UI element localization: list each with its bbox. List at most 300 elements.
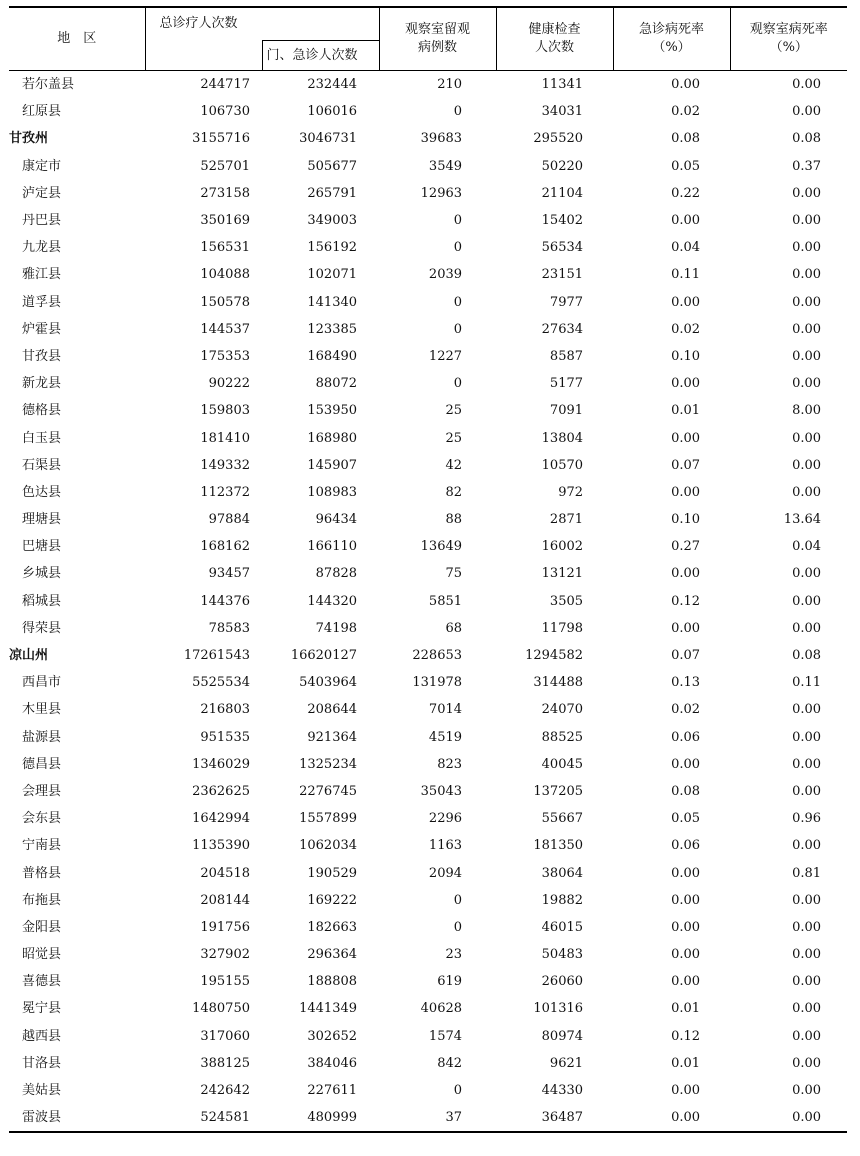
cell-er-mortality-rate: 0.00 [613,1104,730,1132]
cell-region: 西昌市 [22,675,62,691]
cell-outpatient-visits: 505677 [307,158,358,174]
cell-total-visits: 156531 [200,240,250,256]
cell-er-mortality-rate: 0.04 [671,240,701,256]
cell-observation-cases: 0 [453,892,463,908]
cell-health-checks: 13121 [541,566,584,582]
cell-observation-cases: 25 [445,430,463,446]
cell-observation-cases: 823 [437,756,463,772]
cell-er-mortality-rate: 0.06 [671,729,701,745]
cell-er-mortality-rate: 0.00 [671,294,701,310]
cell-health-checks: 972 [558,484,584,500]
cell-obs-mortality-rate: 0.00 [792,947,822,963]
cell-region: 色达县 [22,484,62,500]
cell-outpatient-visits: 1062034 [299,838,358,854]
table-row [9,887,847,914]
header-health-check: 健康检查 人次数 [496,7,613,71]
cell-observation-cases: 75 [445,566,463,582]
table-row [9,859,847,886]
cell-er-mortality-rate: 0.10 [671,348,701,364]
cell-total-visits: 112372 [200,484,250,500]
cell-er-mortality-rate: 0.11 [671,267,701,283]
cell-health-checks: 314488 [533,675,584,691]
cell-obs-mortality-rate: 13.64 [783,512,822,528]
cell-total-visits: 525701 [200,158,250,174]
cell-region: 九龙县 [22,240,62,256]
cell-health-checks: 8587 [549,348,584,364]
cell-region: 甘孜县 [22,348,62,364]
cell-health-checks: 7091 [549,403,584,419]
table-row [9,289,847,316]
cell-obs-mortality-rate: 0.00 [792,1001,822,1017]
cell-outpatient-visits: 227611 [307,1083,358,1099]
cell-obs-mortality-rate: 0.00 [792,620,822,636]
table-row [9,71,847,99]
cell-region: 石渠县 [22,457,62,473]
cell-outpatient-visits: 156192 [307,240,358,256]
cell-obs-mortality-rate: 0.37 [792,158,822,174]
cell-observation-cases: 1227 [428,348,463,364]
cell-er-mortality-rate: 0.01 [671,1055,701,1071]
cell-outpatient-visits: 169222 [307,892,358,908]
cell-obs-mortality-rate: 0.96 [792,811,822,827]
cell-total-visits: 168162 [200,539,250,555]
cell-region: 若尔盖县 [22,77,75,93]
table-row [9,1023,847,1050]
cell-total-visits: 2362625 [192,783,250,799]
cell-total-visits: 149332 [200,457,250,473]
cell-region: 盐源县 [22,729,62,745]
cell-region: 布拖县 [22,892,62,908]
cell-health-checks: 16002 [541,539,584,555]
cell-total-visits: 327902 [200,947,250,963]
cell-observation-cases: 0 [453,294,463,310]
cell-health-checks: 50220 [541,158,584,174]
cell-health-checks: 13804 [541,430,584,446]
table-row [9,533,847,560]
cell-outpatient-visits: 921364 [307,729,358,745]
cell-observation-cases: 12963 [420,185,463,201]
table-row [9,696,847,723]
cell-region: 炉霍县 [22,321,62,337]
cell-total-visits: 204518 [200,865,250,881]
cell-outpatient-visits: 144320 [307,593,358,609]
table-row [9,914,847,941]
cell-outpatient-visits: 2276745 [299,783,358,799]
statistics-table-page [9,6,847,1133]
cell-outpatient-visits: 87828 [315,566,358,582]
cell-obs-mortality-rate: 0.00 [792,77,822,93]
cell-outpatient-visits: 384046 [307,1055,358,1071]
table-row [9,778,847,805]
cell-total-visits: 5525534 [192,675,250,691]
cell-health-checks: 101316 [533,1001,584,1017]
cell-health-checks: 34031 [541,104,584,120]
table-row [9,1104,847,1132]
cell-obs-mortality-rate: 0.00 [792,919,822,935]
cell-total-visits: 181410 [200,430,250,446]
cell-obs-mortality-rate: 0.00 [792,729,822,745]
cell-region: 红原县 [22,104,62,120]
cell-region: 越西县 [22,1028,62,1044]
cell-health-checks: 137205 [533,783,584,799]
cell-observation-cases: 0 [453,240,463,256]
cell-outpatient-visits: 3046731 [299,131,358,147]
cell-health-checks: 11798 [541,620,584,636]
cell-health-checks: 40045 [541,756,584,772]
cell-er-mortality-rate: 0.08 [671,131,701,147]
cell-total-visits: 951535 [200,729,250,745]
cell-outpatient-visits: 1441349 [299,1001,358,1017]
cell-total-visits: 97884 [208,512,250,528]
cell-region: 普格县 [22,865,62,881]
cell-outpatient-visits: 208644 [307,702,358,718]
cell-er-mortality-rate: 0.00 [671,974,701,990]
cell-total-visits: 388125 [200,1055,250,1071]
cell-obs-mortality-rate: 0.00 [792,484,822,500]
table-row [9,669,847,696]
cell-total-visits: 144376 [200,593,250,609]
cell-obs-mortality-rate: 0.00 [792,1028,822,1044]
cell-total-visits: 106730 [200,104,250,120]
cell-er-mortality-rate: 0.00 [671,756,701,772]
cell-outpatient-visits: 106016 [307,104,358,120]
cell-region: 雅江县 [22,267,62,283]
cell-obs-mortality-rate: 0.08 [792,131,822,147]
cell-observation-cases: 88 [445,512,463,528]
cell-region: 木里县 [22,702,62,718]
cell-total-visits: 195155 [200,974,250,990]
cell-er-mortality-rate: 0.07 [671,457,701,473]
cell-region: 会理县 [22,783,62,799]
cell-region: 宁南县 [22,838,62,854]
cell-total-visits: 90222 [208,376,250,392]
cell-er-mortality-rate: 0.00 [671,376,701,392]
header-observation: 观察室留观 病例数 [379,7,496,71]
cell-obs-mortality-rate: 0.00 [792,376,822,392]
cell-region: 巴塘县 [22,539,62,555]
cell-total-visits: 93457 [208,566,250,582]
cell-observation-cases: 3549 [428,158,463,174]
cell-health-checks: 10570 [541,457,584,473]
cell-total-visits: 104088 [200,267,250,283]
cell-er-mortality-rate: 0.00 [671,430,701,446]
cell-region: 得荣县 [22,620,62,636]
cell-er-mortality-rate: 0.00 [671,77,701,93]
cell-region: 理塘县 [22,512,62,528]
cell-outpatient-visits: 123385 [307,321,358,337]
cell-health-checks: 7977 [549,294,584,310]
table-row-subtotal [9,125,847,152]
cell-health-checks: 1294582 [525,648,584,664]
cell-er-mortality-rate: 0.13 [671,675,701,691]
cell-observation-cases: 2094 [428,865,463,881]
cell-region: 美姑县 [22,1083,62,1099]
cell-health-checks: 11341 [541,77,584,93]
table-row [9,968,847,995]
header-outpatient-visits: 门、急诊人次数 [262,41,379,71]
table-row [9,98,847,125]
cell-obs-mortality-rate: 0.00 [792,457,822,473]
cell-total-visits: 317060 [200,1028,250,1044]
cell-total-visits: 175353 [200,348,250,364]
cell-region: 康定市 [22,158,62,174]
header-region: 地 区 [9,7,145,71]
cell-health-checks: 46015 [541,919,584,935]
table-row [9,180,847,207]
table-row [9,316,847,343]
table-row [9,153,847,180]
cell-region: 泸定县 [22,185,62,201]
cell-region: 乡城县 [22,566,62,582]
cell-outpatient-visits: 1557899 [299,811,358,827]
cell-region: 甘孜州 [9,131,49,147]
cell-observation-cases: 0 [453,1083,463,1099]
cell-health-checks: 36487 [496,1104,613,1132]
cell-er-mortality-rate: 0.02 [671,104,701,120]
cell-outpatient-visits: 188808 [307,974,358,990]
cell-total-visits: 1642994 [192,811,250,827]
cell-region: 德昌县 [22,756,62,772]
cell-obs-mortality-rate: 0.00 [792,593,822,609]
cell-health-checks: 44330 [541,1083,584,1099]
cell-obs-mortality-rate: 8.00 [792,403,822,419]
cell-outpatient-visits: 153950 [307,403,358,419]
cell-er-mortality-rate: 0.05 [671,158,701,174]
cell-health-checks: 23151 [541,267,584,283]
cell-observation-cases: 228653 [412,648,463,664]
table-row [9,1077,847,1104]
cell-region: 喜德县 [22,974,62,990]
table-row [9,452,847,479]
table-row [9,424,847,451]
table-row [9,397,847,424]
cell-total-visits: 244717 [200,77,250,93]
cell-health-checks: 21104 [541,185,584,201]
cell-health-checks: 3505 [549,593,584,609]
cell-outpatient-visits: 108983 [307,484,358,500]
cell-er-mortality-rate: 0.00 [671,213,701,229]
cell-region: 丹巴县 [22,213,62,229]
cell-observation-cases: 13649 [420,539,463,555]
header-total-visits: 总诊疗人次数 [145,7,379,41]
cell-obs-mortality-rate: 0.00 [792,756,822,772]
cell-total-visits: 350169 [200,213,250,229]
cell-er-mortality-rate: 0.07 [671,648,701,664]
cell-obs-mortality-rate: 0.00 [792,1055,822,1071]
cell-obs-mortality-rate: 0.00 [792,838,822,854]
cell-outpatient-visits: 141340 [307,294,358,310]
cell-region: 凉山州 [9,648,49,664]
cell-observation-cases: 0 [453,213,463,229]
cell-observation-cases: 40628 [420,1001,463,1017]
cell-outpatient-visits: 145907 [307,457,358,473]
cell-health-checks: 80974 [541,1028,584,1044]
cell-obs-mortality-rate: 0.00 [792,1083,822,1099]
cell-er-mortality-rate: 0.12 [671,1028,701,1044]
cell-health-checks: 50483 [541,947,584,963]
cell-observation-cases: 39683 [420,131,463,147]
cell-region: 道孚县 [22,294,62,310]
cell-total-visits: 242642 [200,1083,250,1099]
table-row-subtotal [9,642,847,669]
cell-obs-mortality-rate: 0.00 [792,348,822,364]
cell-health-checks: 38064 [541,865,584,881]
table-body [9,71,847,1133]
cell-health-checks: 181350 [533,838,584,854]
cell-observation-cases: 68 [445,620,463,636]
cell-outpatient-visits: 182663 [307,919,358,935]
cell-obs-mortality-rate: 0.00 [792,185,822,201]
cell-observation-cases: 1574 [428,1028,463,1044]
cell-obs-mortality-rate: 0.00 [792,213,822,229]
table-row [9,343,847,370]
cell-health-checks: 9621 [549,1055,584,1071]
cell-observation-cases: 842 [437,1055,463,1071]
cell-outpatient-visits: 168490 [307,348,358,364]
table-row [9,1050,847,1077]
cell-er-mortality-rate: 0.27 [671,539,701,555]
cell-region: 稻城县 [22,593,62,609]
cell-observation-cases: 131978 [412,675,463,691]
cell-region: 新龙县 [22,376,62,392]
cell-total-visits: 1346029 [192,756,250,772]
cell-er-mortality-rate: 0.00 [671,865,701,881]
cell-observation-cases: 7014 [428,702,463,718]
table-header [9,7,847,71]
cell-total-visits: 1135390 [192,838,250,854]
cell-er-mortality-rate: 0.08 [671,783,701,799]
cell-total-visits: 273158 [200,185,250,201]
header-total-spacer [145,41,262,71]
header-er-mortality: 急诊病死率 （%） [613,7,730,71]
cell-observation-cases: 35043 [420,783,463,799]
cell-observation-cases: 2296 [428,811,463,827]
cell-total-visits: 3155716 [192,131,250,147]
cell-health-checks: 24070 [541,702,584,718]
cell-total-visits: 159803 [200,403,250,419]
cell-obs-mortality-rate: 0.00 [792,702,822,718]
cell-er-mortality-rate: 0.02 [671,702,701,718]
cell-region: 昭觉县 [22,947,62,963]
cell-er-mortality-rate: 0.00 [671,919,701,935]
cell-observation-cases: 1163 [428,838,463,854]
cell-region: 会东县 [22,811,62,827]
cell-outpatient-visits: 88072 [315,376,358,392]
cell-total-visits: 150578 [200,294,250,310]
cell-outpatient-visits: 74198 [315,620,358,636]
cell-obs-mortality-rate: 0.00 [792,783,822,799]
cell-outpatient-visits: 296364 [307,947,358,963]
table-row [9,261,847,288]
cell-er-mortality-rate: 0.01 [671,1001,701,1017]
cell-outpatient-visits: 480999 [262,1104,379,1132]
cell-health-checks: 5177 [549,376,584,392]
cell-outpatient-visits: 232444 [307,77,358,93]
cell-total-visits: 144537 [200,321,250,337]
cell-observation-cases: 0 [453,321,463,337]
cell-er-mortality-rate: 0.06 [671,838,701,854]
cell-obs-mortality-rate: 0.00 [792,294,822,310]
cell-obs-mortality-rate: 0.00 [792,240,822,256]
table-row [9,479,847,506]
table-row [9,832,847,859]
cell-health-checks: 19882 [541,892,584,908]
cell-er-mortality-rate: 0.00 [671,1083,701,1099]
cell-observation-cases: 4519 [428,729,463,745]
cell-total-visits: 208144 [200,892,250,908]
cell-region: 冕宁县 [22,1001,62,1017]
cell-obs-mortality-rate: 0.81 [792,865,822,881]
table-row [9,588,847,615]
cell-outpatient-visits: 168980 [307,430,358,446]
cell-er-mortality-rate: 0.22 [671,185,701,201]
cell-total-visits: 1480750 [192,1001,250,1017]
cell-obs-mortality-rate: 0.00 [792,267,822,283]
cell-er-mortality-rate: 0.00 [671,892,701,908]
cell-er-mortality-rate: 0.00 [671,484,701,500]
cell-obs-mortality-rate: 0.08 [792,648,822,664]
cell-outpatient-visits: 190529 [307,865,358,881]
cell-observation-cases: 5851 [428,593,463,609]
table-row [9,995,847,1022]
table-row [9,207,847,234]
cell-health-checks: 2871 [549,512,584,528]
cell-observation-cases: 37 [379,1104,496,1132]
cell-outpatient-visits: 265791 [307,185,358,201]
cell-observation-cases: 2039 [428,267,463,283]
cell-outpatient-visits: 5403964 [299,675,358,691]
cell-er-mortality-rate: 0.00 [671,620,701,636]
cell-total-visits: 17261543 [183,648,250,664]
table-row [9,234,847,261]
cell-obs-mortality-rate: 0.00 [792,104,822,120]
cell-observation-cases: 619 [437,974,463,990]
cell-observation-cases: 0 [453,919,463,935]
cell-outpatient-visits: 349003 [307,213,358,229]
cell-region: 德格县 [22,403,62,419]
cell-observation-cases: 42 [445,457,463,473]
cell-outpatient-visits: 1325234 [299,756,358,772]
cell-health-checks: 56534 [541,240,584,256]
cell-er-mortality-rate: 0.02 [671,321,701,337]
table-row [9,506,847,533]
cell-health-checks: 295520 [533,131,584,147]
cell-er-mortality-rate: 0.05 [671,811,701,827]
cell-region: 金阳县 [22,919,62,935]
cell-health-checks: 88525 [541,729,584,745]
table-row [9,805,847,832]
cell-health-checks: 26060 [541,974,584,990]
table-row [9,941,847,968]
cell-outpatient-visits: 16620127 [290,648,358,664]
cell-outpatient-visits: 302652 [307,1028,358,1044]
cell-obs-mortality-rate: 0.00 [792,974,822,990]
cell-outpatient-visits: 102071 [307,267,358,283]
cell-region: 白玉县 [22,430,62,446]
cell-obs-mortality-rate: 0.00 [792,321,822,337]
cell-region: 雷波县 [9,1104,145,1132]
table-row [9,724,847,751]
cell-total-visits: 524581 [145,1104,262,1132]
cell-outpatient-visits: 96434 [315,512,358,528]
cell-obs-mortality-rate: 0.00 [792,892,822,908]
cell-region: 甘洛县 [22,1055,62,1071]
table-row [9,560,847,587]
cell-observation-cases: 0 [453,376,463,392]
cell-er-mortality-rate: 0.00 [671,947,701,963]
cell-health-checks: 27634 [541,321,584,337]
cell-er-mortality-rate: 0.01 [671,403,701,419]
